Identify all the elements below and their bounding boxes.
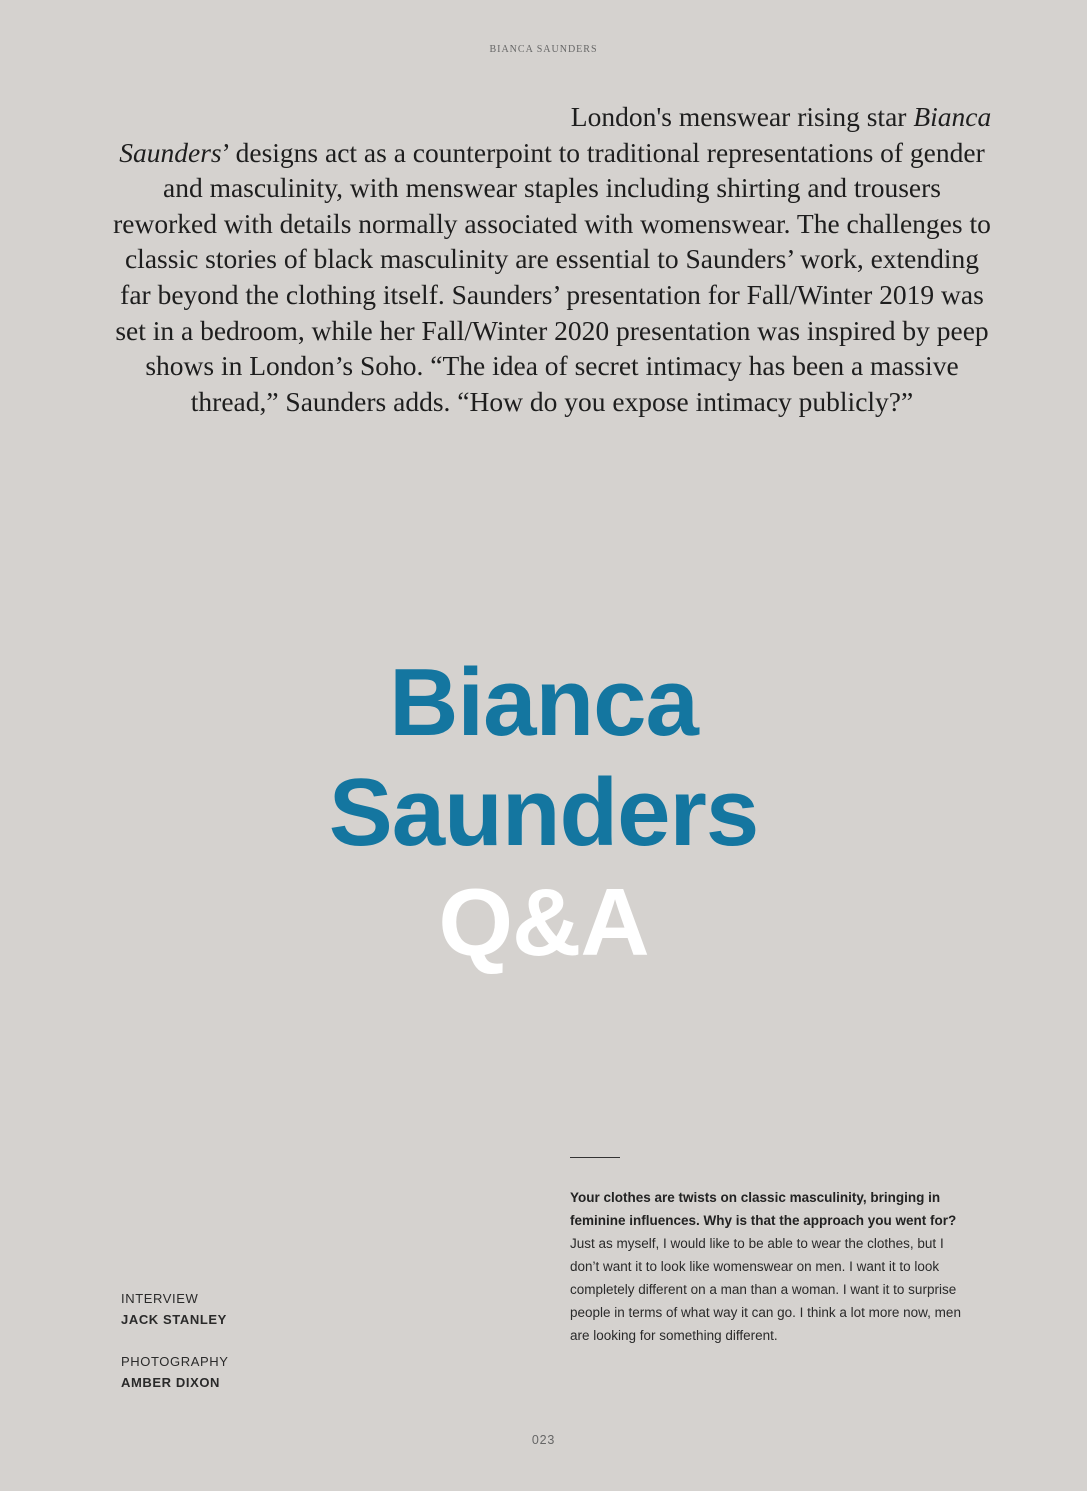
photography-name: AMBER DIXON [121,1375,221,1390]
qa-block [570,1186,968,1347]
section-divider [570,1157,620,1158]
qa-question: Your clothes are twists on classic masculinity, bringing in feminine influences. Why is that the approach you went for? [570,1190,957,1228]
interview-name: JACK STANLEY [121,1312,227,1327]
credits [121,1288,229,1393]
intro-paragraph [110,99,994,419]
intro-first-line: London's menswear rising star [570,101,907,132]
intro-body: ’ designs act as a counterpoint to traditional representations of gender and masculinity, with menswear staples including shirting and trousers reworked with details normally associated with womenswear. The challenges to classic stories of black masculinity are essential to Saunders’ work, extending far beyond the clothing itself. Saunders’ presentation for Fall/Winter 2019 was set in a bedroom, while her Fall/Winter 2020 presentation was inspired by peep shows in London’s Soho. “The idea of secret intimacy has been a massive thread,” Saunders adds. “How do you expose intimacy publicly?” [113,136,991,417]
title-first-name: Bianca [389,649,698,756]
interview-label: INTERVIEW [121,1291,199,1306]
title-last-name: Saunders [328,759,759,866]
running-head: BIANCA SAUNDERS [489,44,598,55]
page-title [0,648,1087,978]
intro-name-italic: Bianca Saunders [119,101,992,168]
photography-label: PHOTOGRAPHY [121,1354,229,1369]
title-qa: Q&A [438,869,649,976]
page-number: 023 [531,1433,556,1447]
qa-answer: Just as myself, I would like to be able to wear the clothes, but I don’t want it to look like womenswear on men. I want it to look completely different on a man than a woman. I want it to surprise people in terms of what way it can go. I think a lot more now, men are looking for something different. [570,1236,961,1343]
